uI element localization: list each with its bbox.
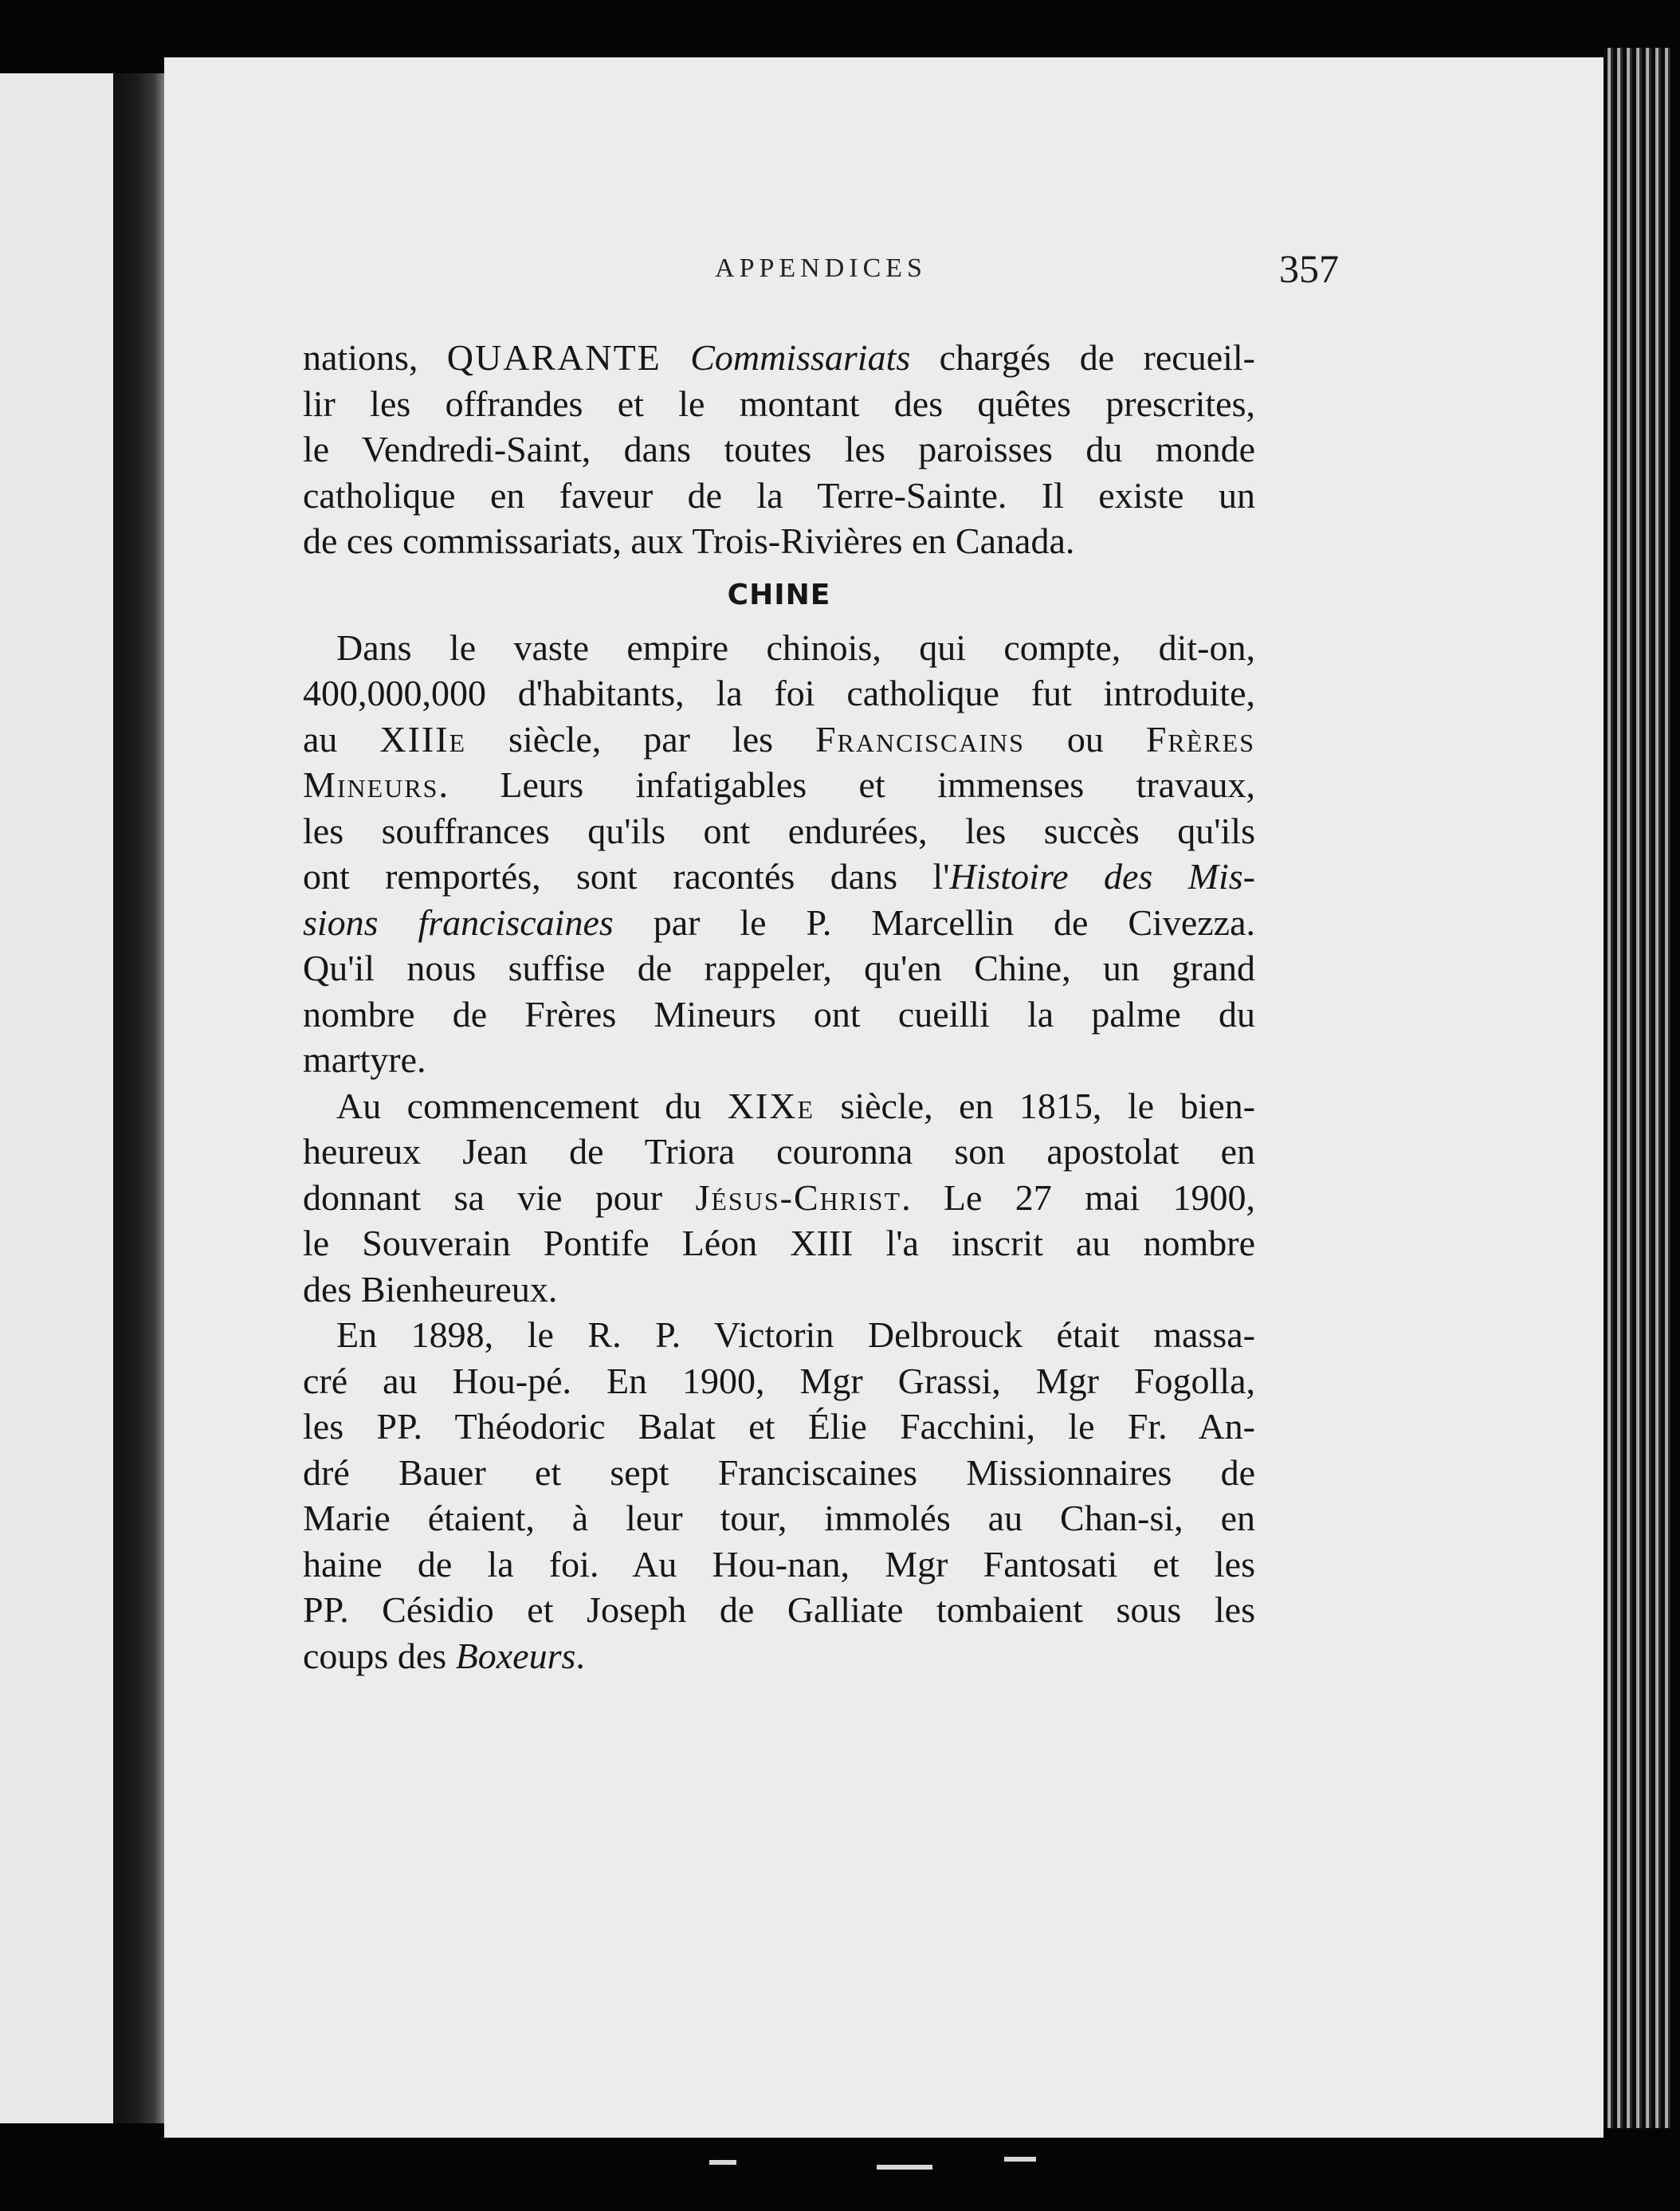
small-caps-term: Franciscains <box>814 718 1025 760</box>
small-caps-term: Mineurs <box>303 764 439 805</box>
body-text <box>303 335 1255 1679</box>
text-line: dré Bauer et sept Franciscaines Missionnaires de <box>303 1451 1255 1493</box>
text-line: le Vendredi-Saint, dans toutes les paroisses du monde <box>303 429 1255 469</box>
text-line: nombre de Frères Mineurs ont cueilli la palme du <box>303 993 1255 1035</box>
small-caps-term: Jésus-Christ <box>695 1176 902 1218</box>
scan-artifact-mark <box>709 2160 736 2165</box>
text-line: heureux Jean de Triora couronna son apostolat en <box>303 1131 1255 1172</box>
running-title: APPENDICES <box>715 253 927 283</box>
text-line: Dans le vaste empire chinois, qui compte, dit-on, <box>336 626 1255 668</box>
text-line: des Bienheureux. <box>303 1268 558 1310</box>
text-line: lir les offrandes et le montant des quêtes prescrites, <box>303 383 1255 424</box>
text-line: nations, QUARANTE Commissariats chargés de recueil- <box>303 337 1255 378</box>
italic-term: Boxeurs <box>455 1635 576 1676</box>
scan-artifacts <box>685 2149 1100 2181</box>
text-line: cré au Hou-pé. En 1900, Mgr Grassi, Mgr Fogolla, <box>303 1360 1255 1401</box>
page-number: 357 <box>1279 246 1339 291</box>
scan-artifact-mark <box>1004 2157 1036 2162</box>
small-caps-term: XIXe <box>727 1085 815 1126</box>
text-line: sions franciscaines par le P. Marcellin de Civezza. <box>303 901 1255 943</box>
text-line: donnant sa vie pour Jésus-Christ. Le 27 mai 1900, <box>303 1176 1256 1218</box>
text-line: les PP. Théodoric Balat et Élie Facchini, le Fr. An- <box>303 1406 1255 1447</box>
text-line: Au commencement du XIXe siècle, en 1815, le bien- <box>336 1085 1255 1126</box>
small-caps-term: Frères <box>1145 718 1256 760</box>
text-line: coups des Boxeurs. <box>303 1635 585 1676</box>
text-line: Marie étaient, à leur tour, immolés au Chan-si, en <box>303 1498 1255 1538</box>
book-gutter <box>113 73 164 2123</box>
text-line: de ces commissariats, aux Trois-Rivières en Canada. <box>303 520 1075 561</box>
italic-term: Commissariats <box>690 337 911 378</box>
text-line: En 1898, le R. P. Victorin Delbrouck était massa- <box>336 1314 1255 1355</box>
text-line: 400,000,000 d'habitants, la foi catholique fut introduite, <box>303 673 1255 713</box>
italic-term: Histoire des Mis- <box>949 856 1255 897</box>
text-line: martyre. <box>303 1039 426 1080</box>
left-page-edge <box>0 73 113 2123</box>
text-line: PP. Césidio et Joseph de Galliate tombaient sous les <box>303 1589 1255 1630</box>
text-line: catholique en faveur de la Terre-Sainte. Il existe un <box>303 474 1255 516</box>
small-caps-term: QUARANTE <box>446 337 661 378</box>
text-line: au XIIIe siècle, par les Franciscains ou Frères <box>303 718 1256 760</box>
running-head <box>303 239 1339 311</box>
text-line: le Souverain Pontife Léon XIII l'a inscrit au nombre <box>303 1223 1255 1263</box>
page-stack-edges <box>1603 48 1670 2128</box>
scan-artifact-mark <box>877 2165 932 2170</box>
section-heading: CHINE <box>727 578 831 611</box>
text-line: les souffrances qu'ils ont endurées, les succès qu'ils <box>303 810 1255 851</box>
small-caps-term: XIIIe <box>379 718 467 760</box>
text-line: ont remportés, sont racontés dans l'Histoire des Mis- <box>303 856 1255 897</box>
italic-term: sions franciscaines <box>303 901 614 943</box>
text-line: Mineurs. Leurs infatigables et immenses travaux, <box>303 764 1255 805</box>
text-line: Qu'il nous suffise de rappeler, qu'en Chine, un grand <box>303 948 1255 988</box>
text-line: haine de la foi. Au Hou-nan, Mgr Fantosati et les <box>303 1543 1255 1585</box>
